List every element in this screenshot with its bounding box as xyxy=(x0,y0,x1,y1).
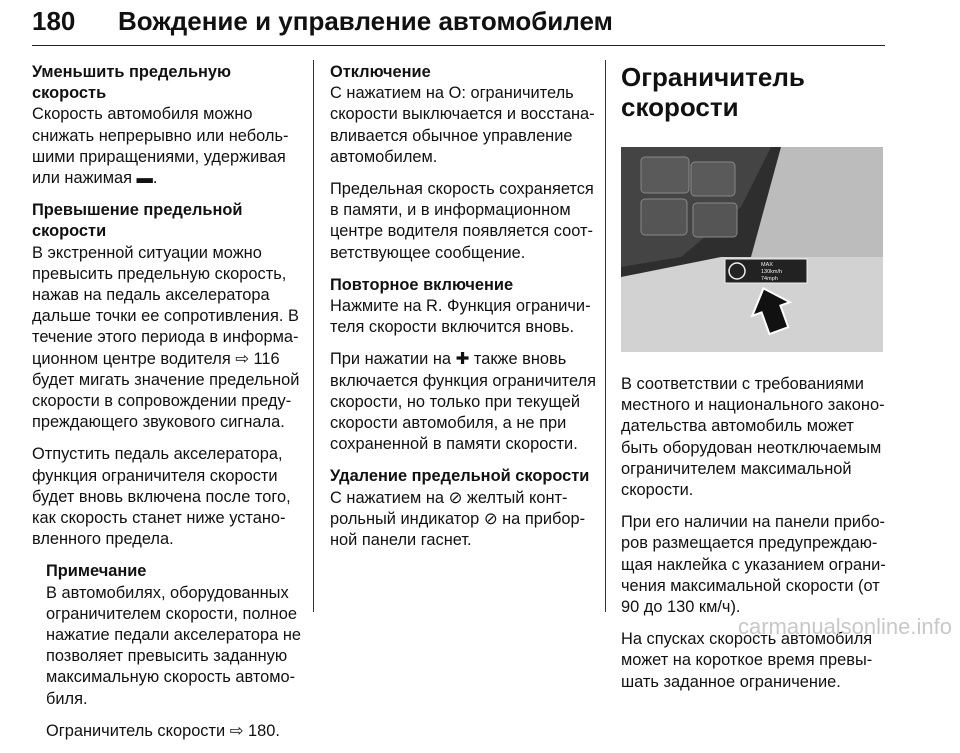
sticker-line: 74mph xyxy=(761,276,778,282)
section-text: Скорость автомобиля можно снижать непрерывно или неболь-шими приращениями, удерживая или нажимая ▬. xyxy=(32,105,289,188)
section-heading: Удаление предельной скорости xyxy=(330,467,590,486)
column-left xyxy=(32,62,304,753)
dashboard-illustration xyxy=(621,147,883,352)
column-divider xyxy=(313,60,314,612)
paragraph: Предельная скорость сохраняется в памяти, и в информационном центре водителя появляется соот-ветствующее сообщение. xyxy=(330,180,594,262)
section-title: Ограничитель скорости xyxy=(621,62,805,122)
warning-sticker xyxy=(725,259,807,283)
dashboard-photo xyxy=(621,147,883,352)
paragraph: В соответствии с требованиями местного и национального законо-дательства автомобиль может быть оборудован неотключаемым ограничителем максимальной скорости. xyxy=(621,375,885,500)
section-heading: Уменьшить предельную скорость xyxy=(32,63,232,103)
column-middle xyxy=(330,62,598,562)
section-heading: Отключение xyxy=(330,63,431,81)
section-text: Нажмите на R. Функция ограничи-теля скорости включится вновь. xyxy=(330,297,591,337)
note-reference: Ограничитель скорости ⇨ 180. xyxy=(46,721,280,740)
column-right xyxy=(621,62,887,704)
section-text: С нажатием на O: ограничитель скорости выключается и восстана-вливается обычное управление автомобилем. xyxy=(330,84,595,166)
note-heading: Примечание xyxy=(46,562,147,581)
note-text: В автомобилях, оборудованных ограничителем скорости, полное нажатие педали акселератора не позволяет превысить заданную максимальную скорость автомо-биля. xyxy=(46,583,301,708)
paragraph: При его наличии на панели прибо-ров размещается предупреждаю-щая наклейка с указанием ограни-чения максимальной скорости (от 90 до 130 км/ч). xyxy=(621,513,886,617)
running-title: Вождение и управление автомобилем xyxy=(118,6,613,36)
page-header xyxy=(32,4,928,44)
watermark: carmanualsonline.info xyxy=(737,614,952,639)
sticker-line: 130km/h xyxy=(761,269,783,275)
section-heading: Повторное включение xyxy=(330,275,514,294)
paragraph: Отпустить педаль акселератора, функция ограничителя скорости будет вновь включена после того, как скорость станет ниже устано-вленного предела. xyxy=(32,445,291,549)
paragraph: При нажатии на ✚ также вновь включается функция ограничителя скорости, но только при текущей скорости автомобиля, а не при сохраненной в памяти скорости. xyxy=(330,350,596,454)
page-number: 180 xyxy=(32,6,76,36)
header-rule xyxy=(32,45,885,46)
section-text: В экстренной ситуации можно превысить предельную скорость, нажав на педаль акселератора дальше точки ее сопротивления. В течение этого периода в информа-ционном центре водителя ⇨ 116 будет мигать значение предельной скорости в сопровождении преду-преждающего звукового сигнала. xyxy=(32,243,300,432)
sticker-line: MAX xyxy=(761,262,773,268)
section-heading: Превышение предельной скорости xyxy=(32,201,243,241)
section-text: С нажатием на ⊘ желтый конт-рольный индикатор ⊘ на прибор-ной панели гаснет. xyxy=(330,488,586,550)
note-block xyxy=(46,561,304,742)
column-divider xyxy=(605,60,606,612)
paragraph: На спусках скорость автомобиля может на короткое время превы-шать заданное ограничение. xyxy=(621,630,873,691)
